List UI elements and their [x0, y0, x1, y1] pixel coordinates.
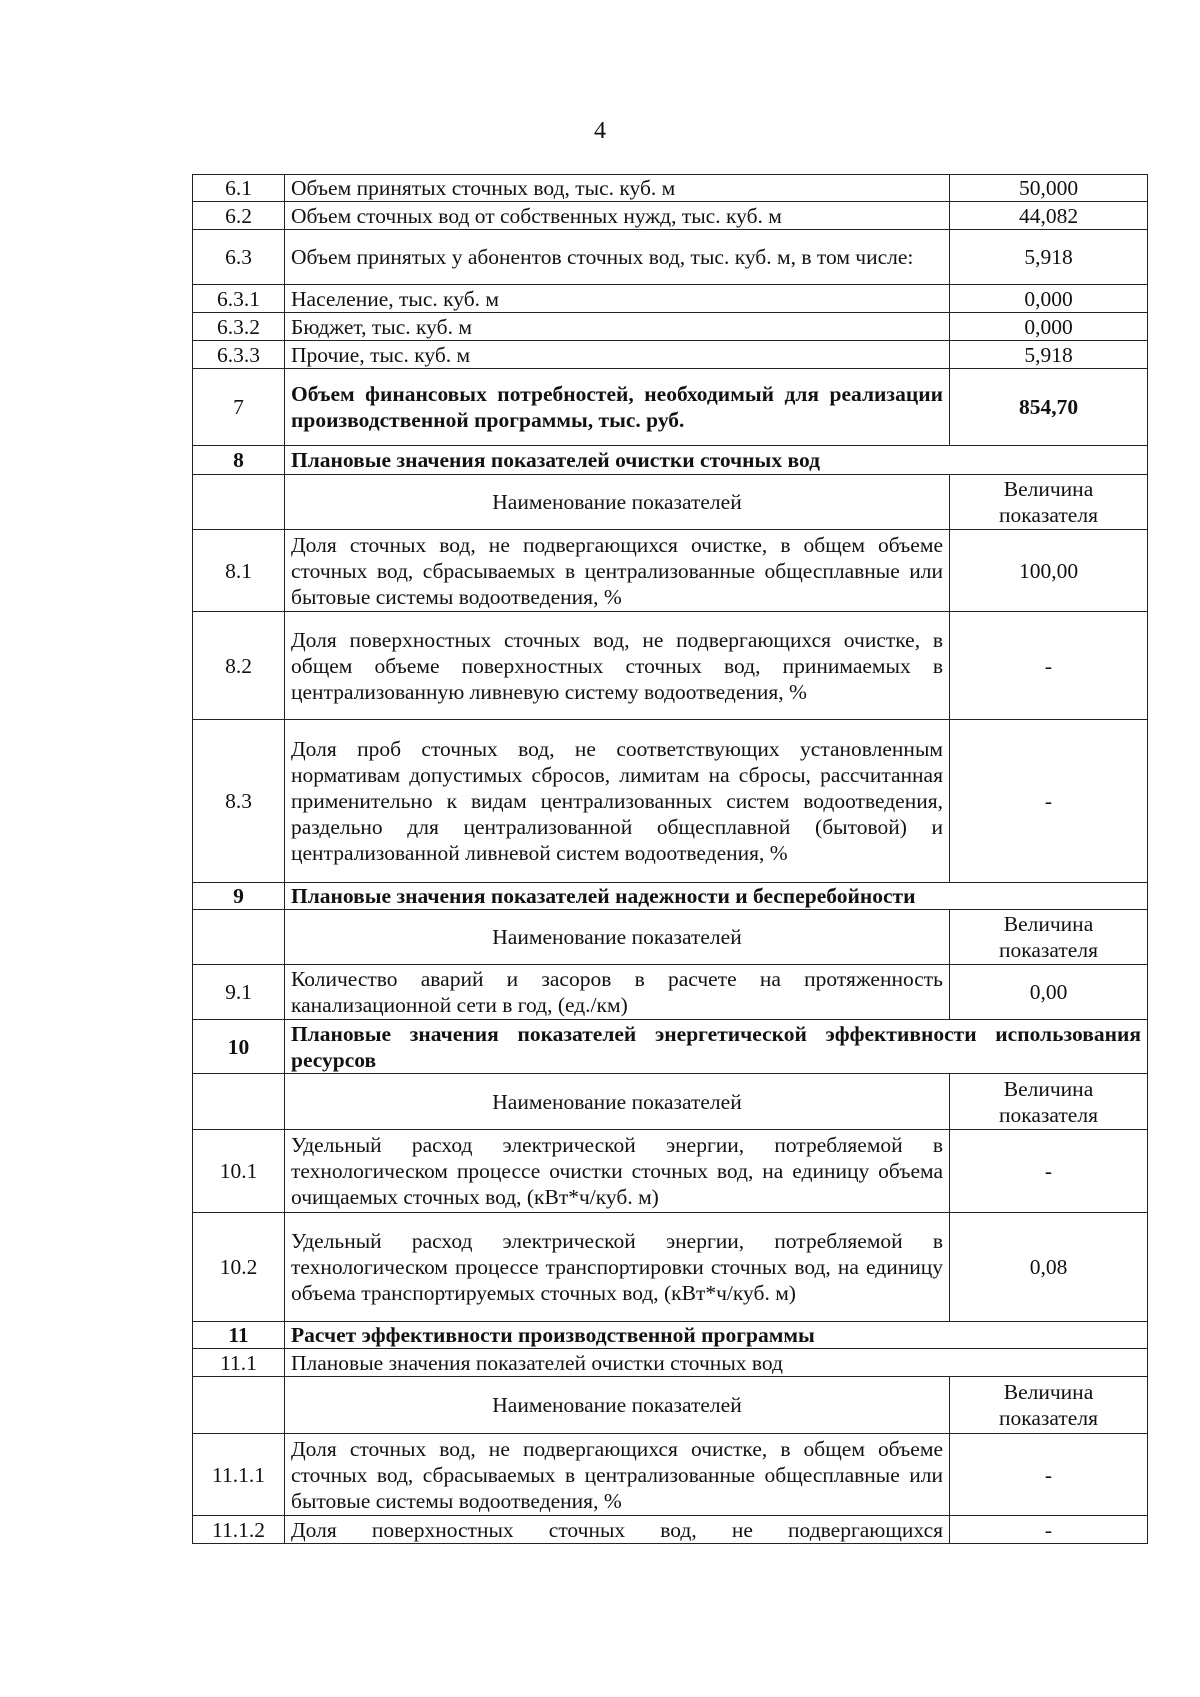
section-title: Плановые значения показателей очистки сточных вод [285, 446, 1148, 475]
table-row [193, 1213, 1148, 1322]
page-number: 4 [594, 118, 606, 144]
row-text: Доля поверхностных сточных вод, не подвергающихся очистке, в общем объеме поверхностных сточных вод, принимаемых в централизованную ливневую систему водоотведения, % [285, 612, 950, 720]
row-text: Удельный расход электрической энергии, потребляемой в технологическом процессе очистки сточных вод, на единицу объема очищаемых сточных вод, (кВт*ч/куб. м) [285, 1130, 950, 1213]
row-text: Количество аварий и засоров в расчете на протяженность канализационной сети в год, (ед./км) [285, 965, 950, 1020]
row-number: 6.1 [193, 175, 285, 202]
row-value: 0,000 [950, 285, 1148, 313]
row-number: 8.2 [193, 612, 285, 720]
row-text: Доля сточных вод, не подвергающихся очистке, в общем объеме сточных вод, сбрасываемых в централизованные общесплавные или бытовые системы водоотведения, % [285, 530, 950, 612]
table-row [193, 612, 1148, 720]
subsection-row [193, 1349, 1148, 1377]
row-value: - [950, 612, 1148, 720]
table-row [193, 1434, 1148, 1516]
row-value: 44,082 [950, 202, 1148, 230]
row-text: Объем принятых у абонентов сточных вод, тыс. куб. м, в том числе: [285, 230, 950, 285]
section-number: 11 [193, 1322, 285, 1349]
row-number: 10.1 [193, 1130, 285, 1213]
row-value: 5,918 [950, 230, 1148, 285]
section-row [193, 1322, 1148, 1349]
row-number: 6.3.3 [193, 341, 285, 369]
table-row [193, 313, 1148, 341]
table-row [193, 202, 1148, 230]
section-title: Плановые значения показателей энергетической эффективности использования ресурсов [285, 1020, 1148, 1074]
table-row [193, 530, 1148, 612]
table-row [193, 1516, 1148, 1544]
column-header-name: Наименование показателей [285, 910, 950, 965]
row-number: 11.1.1 [193, 1434, 285, 1516]
row-value: - [950, 1434, 1148, 1516]
table-row [193, 230, 1148, 285]
row-number: 6.3.2 [193, 313, 285, 341]
row-value: - [950, 720, 1148, 883]
indicators-table [192, 174, 1148, 1544]
column-header-value: Величина показателя [950, 1074, 1148, 1130]
row-text: Доля проб сточных вод, не соответствующих установленным нормативам допустимых сбросов, лимитам на сбросы, рассчитанная применительно к видам централизованных систем водоотведения, раздельно для централизованной общесплавной (бытовой) и централизованной ливневой систем водоотведения, % [285, 720, 950, 883]
row-value: - [950, 1130, 1148, 1213]
row-number: 10.2 [193, 1213, 285, 1322]
table-row [193, 1130, 1148, 1213]
section-number: 8 [193, 446, 285, 475]
row-text: Объем сточных вод от собственных нужд, тыс. куб. м [285, 202, 950, 230]
row-number: 8.3 [193, 720, 285, 883]
row-text: Бюджет, тыс. куб. м [285, 313, 950, 341]
column-header-row [193, 910, 1148, 965]
row-text: Объем принятых сточных вод, тыс. куб. м [285, 175, 950, 202]
row-text: Население, тыс. куб. м [285, 285, 950, 313]
column-header-name: Наименование показателей [285, 1074, 950, 1130]
table-row [193, 369, 1148, 446]
row-number: 6.2 [193, 202, 285, 230]
row-text: Удельный расход электрической энергии, потребляемой в технологическом процессе транспортировки сточных вод, на единицу объема транспортируемых сточных вод, (кВт*ч/куб. м) [285, 1213, 950, 1322]
row-number: 8.1 [193, 530, 285, 612]
row-number: 7 [193, 369, 285, 446]
row-value: 0,000 [950, 313, 1148, 341]
section-row [193, 1020, 1148, 1074]
section-number: 9 [193, 883, 285, 910]
section-number: 10 [193, 1020, 285, 1074]
section-title: Плановые значения показателей надежности и бесперебойности [285, 883, 1148, 910]
row-text: Доля поверхностных сточных вод, не подвергающихся [285, 1516, 950, 1544]
table-row [193, 720, 1148, 883]
column-header-name: Наименование показателей [285, 475, 950, 530]
subsection-number: 11.1 [193, 1349, 285, 1377]
column-header-value: Величина показателя [950, 475, 1148, 530]
row-number: 6.3.1 [193, 285, 285, 313]
row-number: 11.1.2 [193, 1516, 285, 1544]
row-value: 0,08 [950, 1213, 1148, 1322]
row-text: Объем финансовых потребностей, необходимый для реализации производственной программы, тыс. руб. [285, 369, 950, 446]
row-number: 6.3 [193, 230, 285, 285]
row-text: Доля сточных вод, не подвергающихся очистке, в общем объеме сточных вод, сбрасываемых в централизованные общесплавные или бытовые системы водоотведения, % [285, 1434, 950, 1516]
table-row [193, 965, 1148, 1020]
table-row [193, 341, 1148, 369]
row-number: 9.1 [193, 965, 285, 1020]
column-header-name: Наименование показателей [285, 1377, 950, 1434]
column-header-row [193, 475, 1148, 530]
section-row [193, 446, 1148, 475]
row-text: Прочие, тыс. куб. м [285, 341, 950, 369]
section-title: Расчет эффективности производственной программы [285, 1322, 1148, 1349]
row-value: 854,70 [950, 369, 1148, 446]
subsection-title: Плановые значения показателей очистки сточных вод [285, 1349, 1148, 1377]
table-row [193, 285, 1148, 313]
row-value: 5,918 [950, 341, 1148, 369]
column-header-value: Величина показателя [950, 910, 1148, 965]
row-value: - [950, 1516, 1148, 1544]
section-row [193, 883, 1148, 910]
column-header-row [193, 1377, 1148, 1434]
row-value: 0,00 [950, 965, 1148, 1020]
column-header-row [193, 1074, 1148, 1130]
table-row [193, 175, 1148, 202]
row-value: 100,00 [950, 530, 1148, 612]
row-value: 50,000 [950, 175, 1148, 202]
column-header-value: Величина показателя [950, 1377, 1148, 1434]
